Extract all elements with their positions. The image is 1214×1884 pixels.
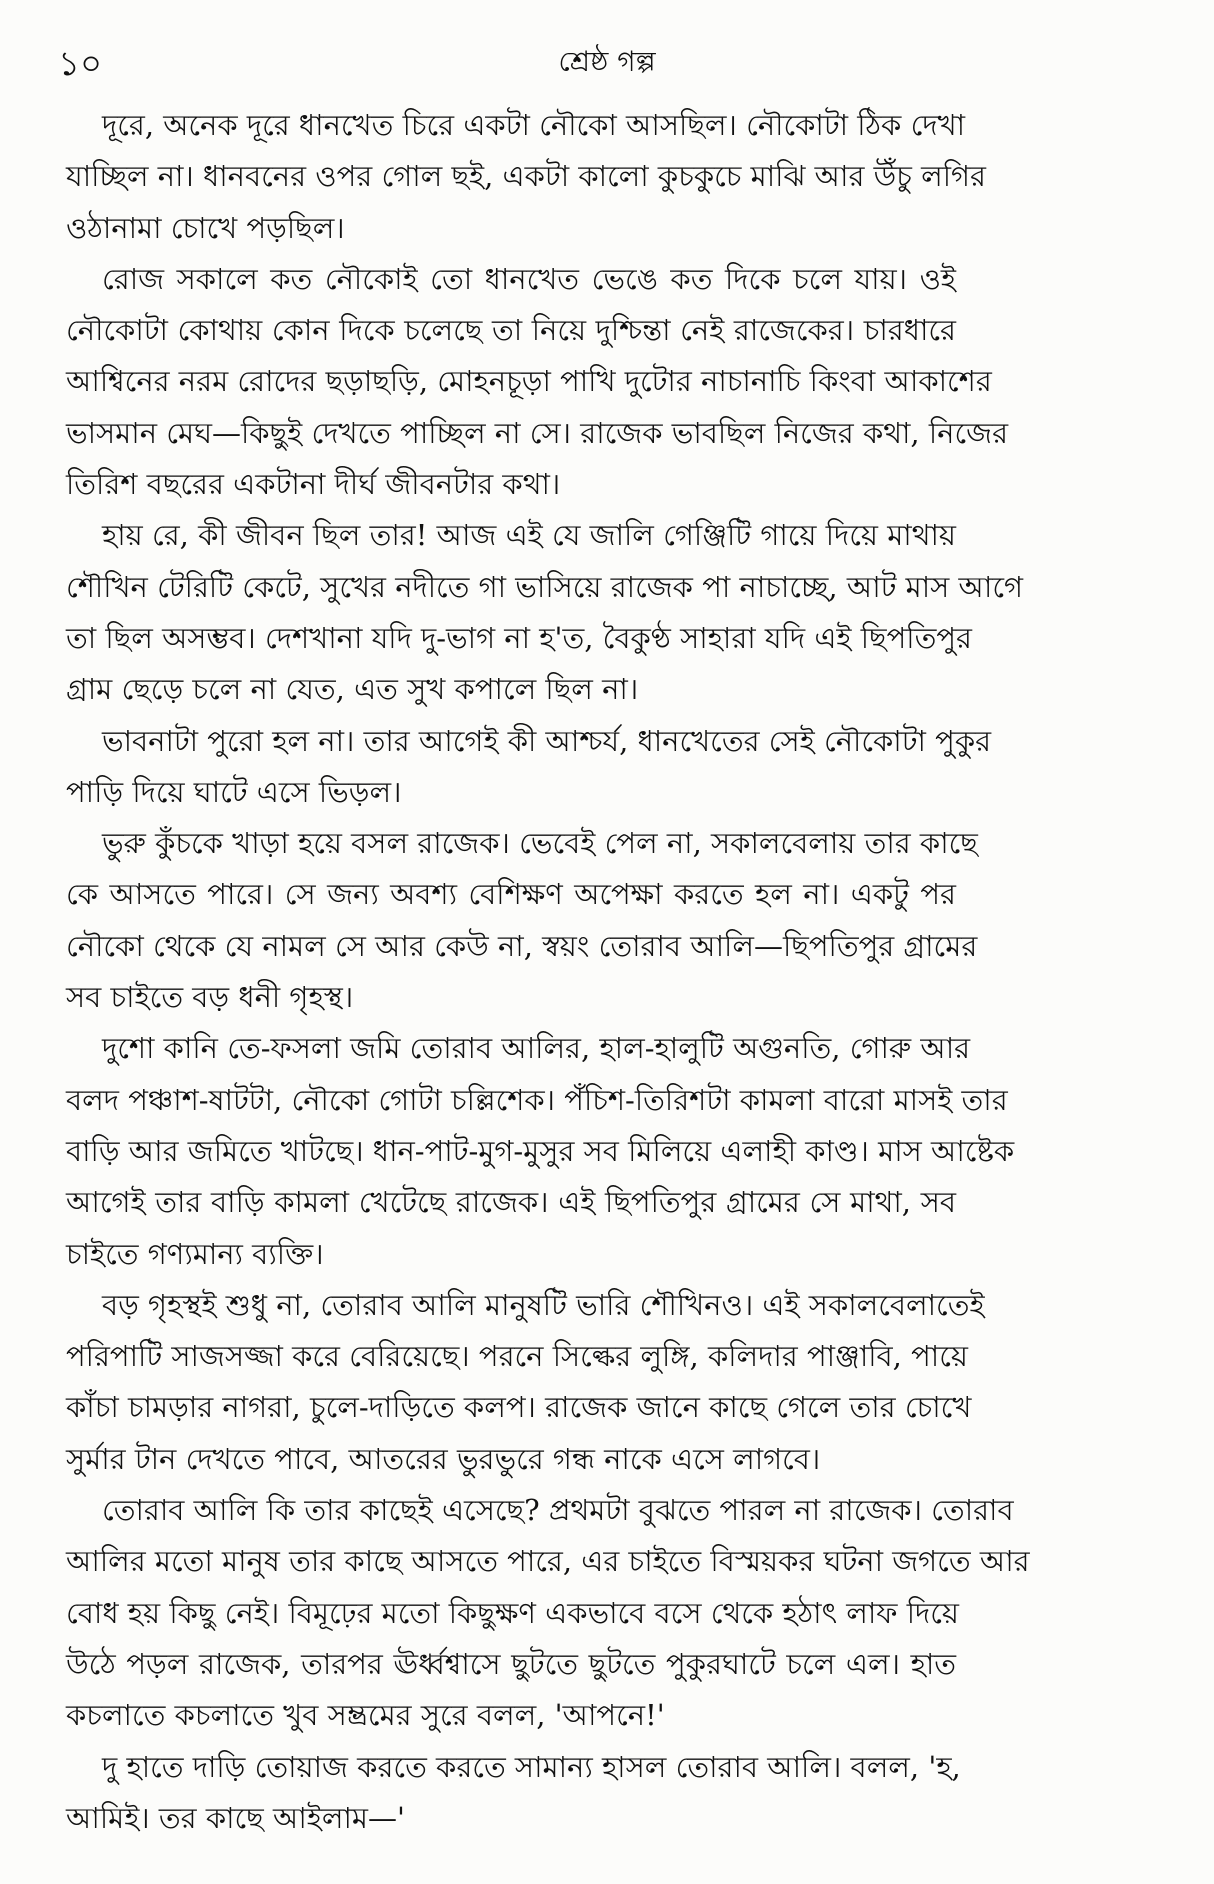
text-line: আমিই। তর কাছে আইলাম—'	[66, 1800, 405, 1835]
paragraph	[66, 1485, 1030, 1741]
text-line: ভুরু কুঁচকে খাড়া হয়ে বসল রাজেক। ভেবেই পেল না, সকালবেলায় তার কাছে	[102, 826, 978, 861]
text-line: কে আসতে পারে। সে জন্য অবশ্য বেশিক্ষণ অপেক্ষা করতে হল না। একটু পর	[66, 877, 956, 912]
paragraph	[66, 1280, 985, 1485]
text-line: গ্রাম ছেড়ে চলে না যেত, এত সুখ কপালে ছিল না।	[66, 672, 639, 707]
paragraph	[66, 510, 1024, 715]
text-line: নৌকো থেকে যে নামল সে আর কেউ না, স্বয়ং তোরাব আলি—ছিপতিপুর গ্রামের	[66, 928, 978, 963]
text-line: বোধ হয় কিছু নেই। বিমূঢ়ের মতো কিছুক্ষণ একভাবে বসে থেকে হঠাৎ লাফ দিয়ে	[66, 1595, 959, 1630]
text-line: কচলাতে কচলাতে খুব সম্ভ্রমের সুরে বলল, 'আপনে!'	[66, 1698, 665, 1733]
text-line: উঠে পড়ল রাজেক, তারপর ঊর্ধ্বশ্বাসে ছুটতে ছুটতে পুকুরঘাটে চলে এল। হাত	[66, 1646, 956, 1681]
paragraph	[66, 1023, 1015, 1279]
text-line: শৌখিন টেরিটি কেটে, সুখের নদীতে গা ভাসিয়ে রাজেক পা নাচাচ্ছে, আট মাস আগে	[66, 569, 1024, 604]
text-line: দূরে, অনেক দূরে ধানখেত চিরে একটা নৌকো আসছিল। নৌকোটা ঠিক দেখা	[102, 108, 966, 142]
paragraph	[66, 716, 992, 819]
text-line: আশ্বিনের নরম রোদের ছড়াছড়ি, মোহনচূড়া পাখি দুটোর নাচানাচি কিংবা আকাশের	[66, 364, 992, 399]
text-line: তোরাব আলি কি তার কাছেই এসেছে? প্রথমটা বুঝতে পারল না রাজেক। তোরাব	[102, 1493, 1014, 1528]
story-body	[66, 100, 1030, 1844]
text-line: রোজ সকালে কত নৌকোই তো ধানখেত ভেঙে কত দিকে চলে যায়। ওই	[102, 261, 956, 296]
text-line: বলদ পঞ্চাশ-ষাটটা, নৌকো গোটা চল্লিশেক। পঁচিশ-তিরিশটা কামলা বারো মাসই তার	[66, 1082, 1008, 1117]
text-line: দু হাতে দাড়ি তোয়াজ করতে করতে সামান্য হাসল তোরাব আলি। বলল, 'হ,	[102, 1749, 961, 1784]
paragraph	[66, 100, 986, 254]
text-line: কাঁচা চামড়ার নাগরা, চুলে-দাড়িতে কলপ। রাজেক জানে কাছে গেলে তার চোখে	[66, 1390, 972, 1425]
text-line: হায় রে, কী জীবন ছিল তার! আজ এই যে জালি গেঞ্জিটি গায়ে দিয়ে মাথায়	[102, 518, 956, 553]
page-number: ১০	[58, 44, 103, 84]
text-line: দুশো কানি তে-ফসলা জমি তোরাব আলির, হাল-হালুটি অগুনতি, গোরু আর	[102, 1031, 971, 1066]
text-line: সব চাইতে বড় ধনী গৃহস্থ।	[66, 980, 354, 1015]
text-line: তিরিশ বছরের একটানা দীর্ঘ জীবনটার কথা।	[66, 467, 561, 502]
text-line: যাচ্ছিল না। ধানবনের ওপর গোল ছই, একটা কালো কুচকুচে মাঝি আর উঁচু লগির	[66, 159, 986, 194]
text-line: ভাসমান মেঘ—কিছুই দেখতে পাচ্ছিল না সে। রাজেক ভাবছিল নিজের কথা, নিজের	[66, 415, 1009, 450]
text-line: আলির মতো মানুষ তার কাছে আসতে পারে, এর চাইতে বিস্ময়কর ঘটনা জগতে আর	[66, 1544, 1030, 1579]
text-line: তা ছিল অসম্ভব। দেশখানা যদি দু-ভাগ না হ'ত, বৈকুণ্ঠ সাহারা যদি এই ছিপতিপুর	[66, 620, 972, 655]
text-line: ওঠানামা চোখে পড়ছিল।	[66, 210, 345, 245]
text-line: চাইতে গণ্যমান্য ব্যক্তি।	[66, 1236, 324, 1271]
paragraph	[66, 1742, 961, 1845]
text-line: নৌকোটা কোথায় কোন দিকে চলেছে তা নিয়ে দুশ্চিন্তা নেই রাজেকের। চারধারে	[66, 313, 956, 348]
text-line: পাড়ি দিয়ে ঘাটে এসে ভিড়ল।	[66, 774, 402, 809]
paragraph	[66, 818, 978, 1023]
running-title: শ্রেষ্ঠ গল্প	[558, 45, 656, 78]
text-line: ভাবনাটা পুরো হল না। তার আগেই কী আশ্চর্য, ধানখেতের সেই নৌকোটা পুকুর	[102, 723, 992, 758]
paragraph	[66, 254, 1009, 510]
text-line: আগেই তার বাড়ি কামলা খেটেছে রাজেক। এই ছিপতিপুর গ্রামের সে মাথা, সব	[66, 1185, 956, 1220]
text-line: বাড়ি আর জমিতে খাটছে। ধান-পাট-মুগ-মুসুর সব মিলিয়ে এলাহী কাণ্ড। মাস আষ্টেক	[66, 1133, 1015, 1168]
text-line: পরিপাটি সাজসজ্জা করে বেরিয়েছে। পরনে সিল্কের লুঙ্গি, কলিদার পাঞ্জাবি, পায়ে	[66, 1339, 968, 1374]
text-line: বড় গৃহস্থই শুধু না, তোরাব আলি মানুষটি ভারি শৌখিনও। এই সকালবেলাতেই	[102, 1287, 985, 1322]
text-line: সুর্মার টান দেখতে পাবে, আতরের ভুরভুরে গন্ধ নাকে এসে লাগবে।	[66, 1441, 821, 1476]
